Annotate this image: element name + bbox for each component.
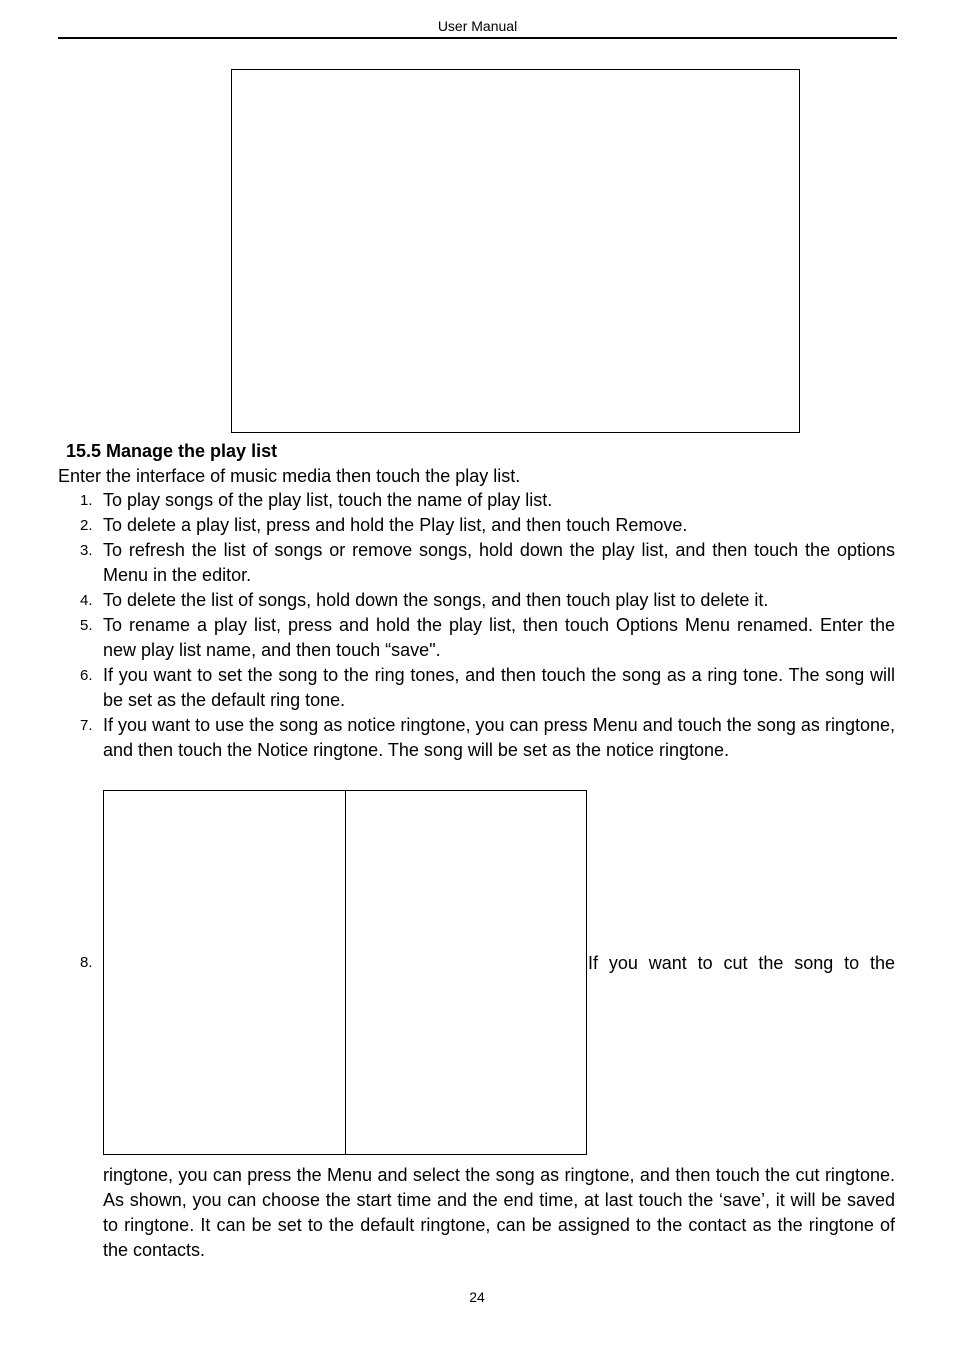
section-intro: Enter the interface of music media then touch the play list. [58, 466, 521, 486]
list-item-text: If you want to use the song as notice ringtone, you can press Menu and touch the song as ringtone, and then touch the Notice ringtone. The song will be set as the notice ringtone. [103, 715, 895, 760]
list-item-text: If you want to set the song to the ring tones, and then touch the song as a ring tone. The song will be set as the default ring tone. [103, 665, 895, 710]
music-screenshot-figure [231, 69, 800, 433]
list-item-number: 4. [80, 592, 93, 609]
list-item-text: If you want to cut the song to the [588, 953, 895, 973]
list-item-text: To refresh the list of songs or remove songs, hold down the play list, and then touch the options Menu in the editor. [103, 540, 895, 585]
list-item-text: To delete the list of songs, hold down the songs, and then touch play list to delete it. [103, 590, 769, 610]
cut-ringtone-screenshot-left [103, 790, 346, 1155]
section-heading: 15.5 Manage the play list [66, 441, 278, 461]
header-title: User Manual [437, 18, 518, 34]
page-header [58, 18, 897, 39]
list-item-number: 2. [80, 517, 93, 534]
list-item-text: To rename a play list, press and hold the play list, then touch Options Menu renamed. Enter the new play list name, and then touch “save". [103, 615, 895, 660]
list-item-number: 7. [80, 717, 93, 734]
list-item-number: 6. [80, 667, 93, 684]
list-item-text: To play songs of the play list, touch the name of play list. [103, 490, 553, 510]
list-item-number: 1. [80, 492, 93, 509]
list-item-text: To delete a play list, press and hold the Play list, and then touch Remove. [103, 515, 688, 535]
list-item-text-continued: ringtone, you can press the Menu and select the song as ringtone, and then touch the cut ringtone. As shown, you can choose the start time and the end time, at last touch the ‘save’, it will be saved to ringtone. It can be set to the default ringtone, can be assigned to the contact as the ringtone of the contacts. [103, 1165, 895, 1260]
page-number: 24 [469, 1289, 485, 1305]
list-item-number: 8. [80, 954, 93, 971]
list-item-number: 3. [80, 542, 93, 559]
list-item-number: 5. [80, 617, 93, 634]
cut-ringtone-screenshot-right [345, 790, 587, 1155]
